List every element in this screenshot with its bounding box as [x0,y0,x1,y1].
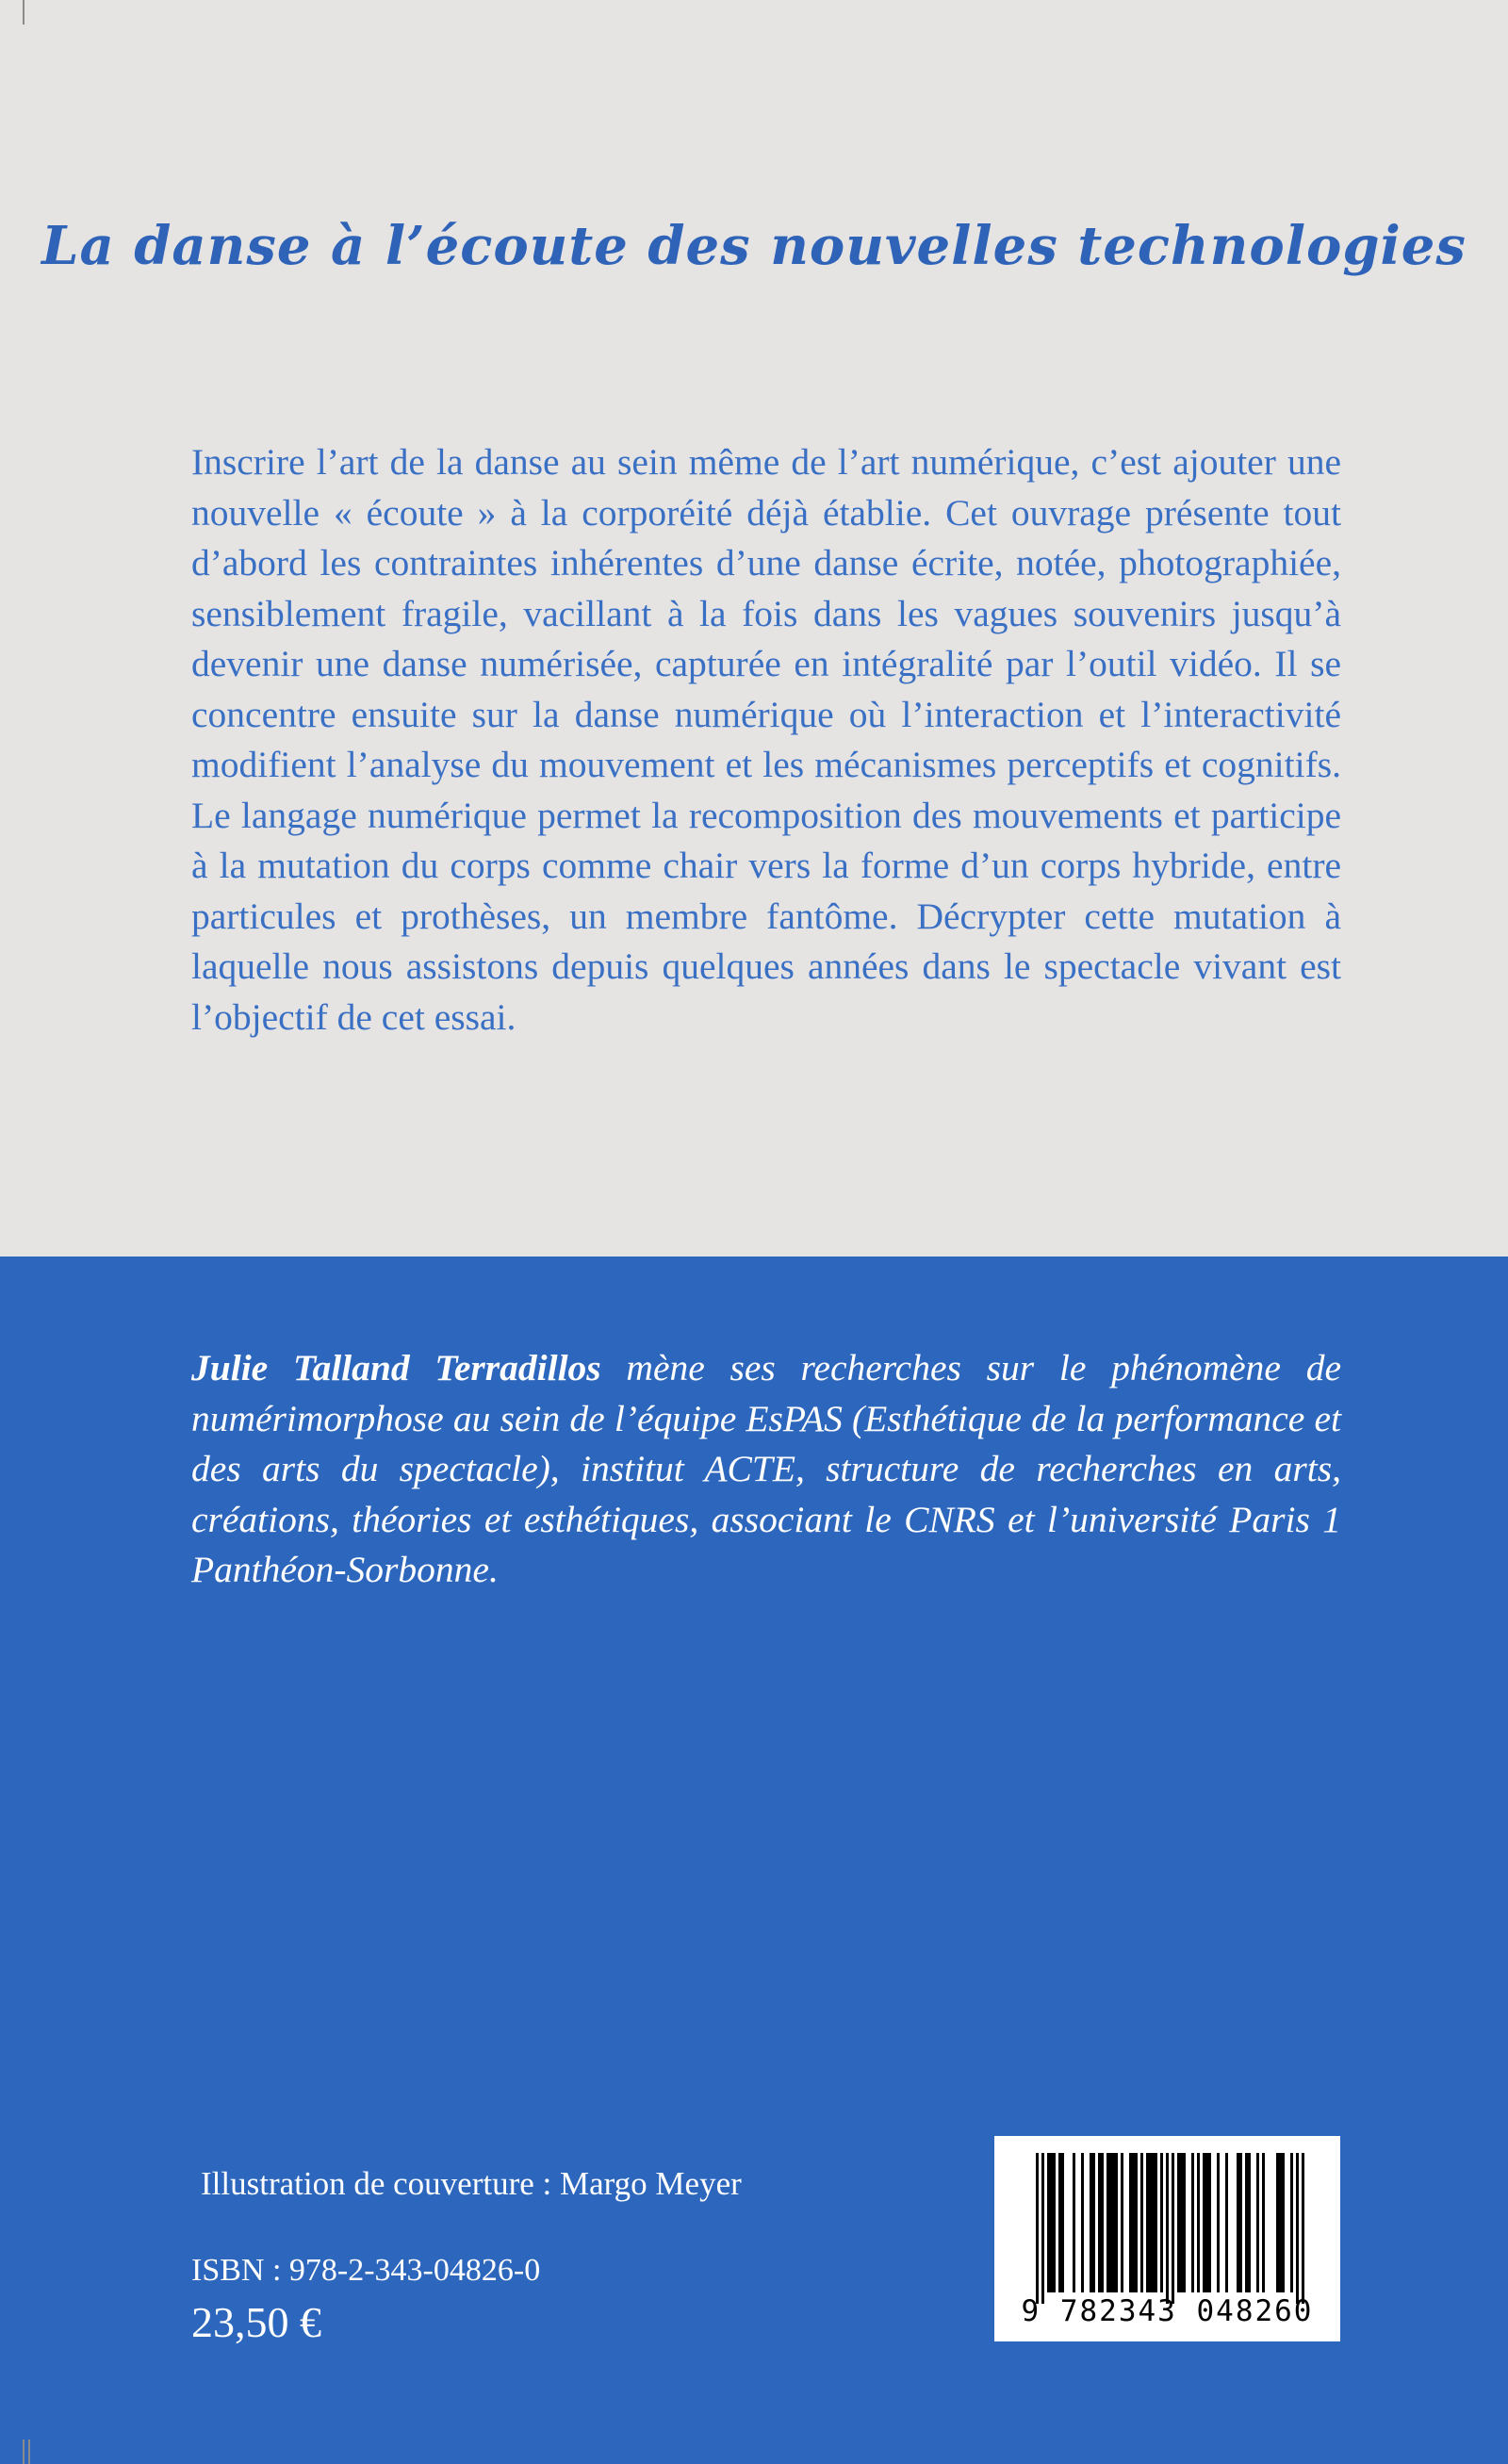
barcode-bar [1041,2153,1044,2304]
barcode-bar [1282,2153,1285,2292]
barcode-bar [1248,2153,1251,2292]
author-bio [191,1343,1341,1596]
barcode-bar [1276,2153,1279,2292]
barcode-bar [1203,2153,1205,2292]
barcode-bar [1180,2153,1183,2292]
barcode-bar [1081,2153,1084,2292]
barcode-bar [1155,2153,1157,2292]
barcode-bar [1109,2153,1112,2292]
crop-mark-bottom-left [23,2439,25,2464]
crop-mark-top-left [23,0,25,25]
barcode-bar [1183,2153,1186,2292]
barcode [994,2136,1340,2341]
barcode-bar [1129,2153,1132,2292]
barcode-bar [1092,2153,1095,2292]
author-name: Julie Talland Terradillos [191,1347,601,1388]
barcode-bar [1191,2153,1194,2292]
barcode-bar [1262,2153,1265,2292]
barcode-bar [1058,2153,1061,2292]
barcode-bar [1115,2153,1118,2292]
barcode-bar [1290,2153,1293,2292]
barcode-bar [1101,2153,1104,2292]
barcode-bar [1061,2153,1064,2292]
barcode-bar [1166,2153,1169,2304]
barcode-bar [1205,2153,1208,2292]
barcode-bar [1152,2153,1155,2292]
barcode-bar [1098,2153,1101,2292]
crop-mark-bottom-left-2 [28,2439,30,2464]
barcode-bar [1121,2153,1123,2292]
author-bio-text: mène ses recherches sur le phénomène de numérimorphose au sein de l’équipe EsPAS (Esthétique de la performance et des arts du spectacle), institut ACTE, structure de recherches en arts, créations, théories et esthétiques, associant le CNRS et l’université Paris 1 Panthéon-Sorbonne. [191,1347,1341,1590]
barcode-bar [1177,2153,1180,2292]
barcode-bar [1047,2153,1050,2292]
price: 23,50 € [191,2298,321,2346]
isbn: ISBN : 978-2-343-04826-0 [191,2253,541,2288]
barcode-bar [1302,2153,1304,2304]
barcode-bar [1090,2153,1092,2292]
summary-text: Inscrire l’art de la danse au sein même de l’art numérique, c’est ajouter une nouvelle « écoute » à la corporéité déjà établie. Cet ouvrage présente tout d’abord les contraintes inhérentes d’une danse écrite, notée, photographiée, sensiblement fragile, vacillant à la fois dans les vagues souvenirs jusqu’à devenir une danse numérisée, capturée en intégralité par l’outil vidéo. Il se concentre ensuite sur la danse numérique où l’interaction et l’interactivité modifient l’analyse du mouvement et les mécanismes perceptifs et cognitifs. Le langage numérique permet la recomposition des mouvements et participe à la mutation du corps comme chair vers la forme d’un corps hybride, entre particules et prothèses, un membre fantôme. Décrypter cette mutation à laquelle nous assistons depuis quelques années dans le spectacle vivant est l’objectif de cet essai. [191,441,1341,1038]
barcode-bar [1073,2153,1075,2292]
barcode-bar [1239,2153,1242,2292]
barcode-bar [1245,2153,1248,2292]
barcode-bar [1172,2153,1174,2304]
barcode-digits: 9 782343 048260 [1021,2294,1314,2328]
barcode-bar [1140,2153,1143,2292]
barcode-bar [1135,2153,1138,2292]
barcode-bar [1053,2153,1056,2292]
barcode-bar [1279,2153,1282,2292]
barcode-bar [1225,2153,1228,2292]
barcode-bar [1050,2153,1053,2292]
barcode-bar [1132,2153,1135,2292]
barcode-bar [1146,2153,1149,2292]
barcode-bar [1112,2153,1115,2292]
barcode-bar [1296,2153,1299,2304]
barcode-bar [1197,2153,1200,2292]
barcode-bar [1256,2153,1259,2292]
barcode-bar [1149,2153,1152,2292]
book-title: La danse à l’écoute des nouvelles technologies [41,215,1467,277]
barcode-bar [1160,2153,1163,2292]
barcode-bar [1208,2153,1211,2292]
barcode-bar [1237,2153,1239,2292]
barcode-bar [1217,2153,1220,2292]
barcode-bar [1106,2153,1109,2292]
barcode-bar [1036,2153,1039,2304]
cover-credit: Illustration de couverture : Margo Meyer [201,2165,742,2202]
